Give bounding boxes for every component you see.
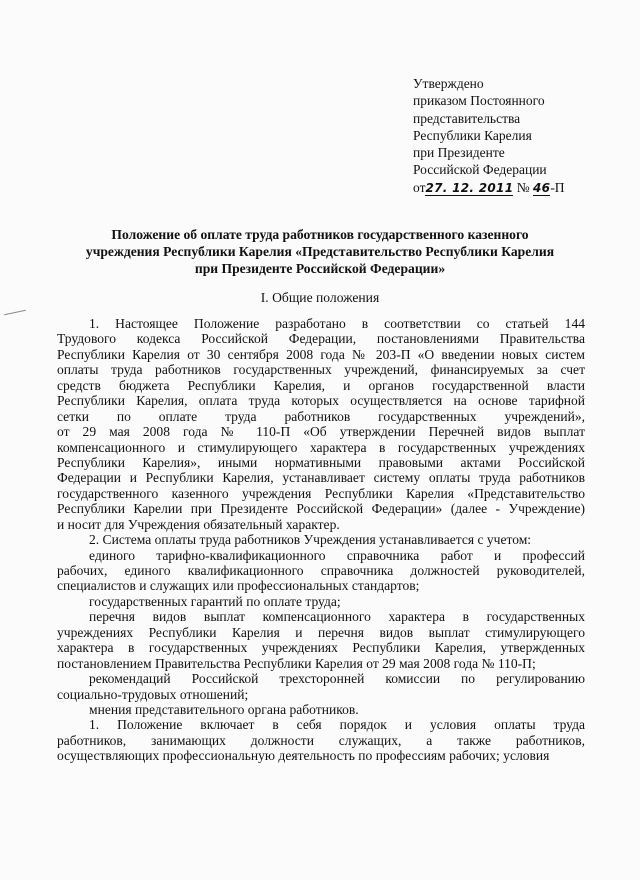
body-line: социально-трудовых отношений; <box>57 686 249 702</box>
approval-line: приказом Постоянного <box>413 93 545 109</box>
approval-line: Российской Федерации <box>413 162 547 178</box>
body-line: Республики Карелии при Президенте Российской Федерации» (далее - Учреждение) <box>57 501 585 517</box>
approval-line: представительства <box>413 110 521 126</box>
approval-line: при Президенте <box>413 145 505 161</box>
title-line: при Президенте Российской Федерации» <box>194 261 446 276</box>
number-sign: № <box>516 179 530 195</box>
title-line: Положение об оплате труда работников государственного казенного <box>111 227 529 242</box>
body-line: 1. Настоящее Положение разработано в соответствии со статьей 144 <box>89 316 585 331</box>
body-line: от 29 мая 2008 года № 110-П «Об утверждении Перечней видов выплат <box>57 424 585 440</box>
body-line: государственных гарантий по оплате труда; <box>89 593 341 609</box>
body-line: Трудового кодекса Российской Федерации, постановлениями Правительства <box>57 331 585 347</box>
body-line: рабочих, единого квалификационного справочника должностей руководителей, <box>57 563 585 578</box>
body-line: сетки по оплате труда работников государственных учреждений», <box>57 408 585 424</box>
body-line: 1. Положение включает в себя порядок и условия оплаты труда <box>89 717 585 733</box>
body-line: Республики Карелия», иными нормативными правовыми актами Российской <box>57 454 585 470</box>
margin-pen-mark <box>4 310 26 316</box>
body-line: Республики Карелия, оплата труда которых осуществляется на основе тарифной <box>57 393 585 409</box>
body-line: мнения представительного органа работников. <box>89 701 359 717</box>
body-line: единого тарифно-квалификационного справочника работ и профессий <box>89 547 585 563</box>
body-line: осуществляющих профессиональную деятельность по профессиям рабочих; условия <box>57 748 550 764</box>
approval-block <box>413 75 565 197</box>
body-line: перечня видов выплат компенсационного характера в государственных <box>89 609 585 625</box>
body-line: Республики Карелия от 30 сентября 2008 года № 203-П «О введении новых систем <box>57 346 585 362</box>
body-line: государственного казенного учреждения Республики Карелия «Представительство <box>57 485 585 501</box>
section-heading: I. Общие положения <box>260 290 380 305</box>
body-line: характера в государственных учреждениях Республики Карелия, утвержденных <box>57 640 585 656</box>
title-line: учреждения Республики Карелия «Представительство Республики Карелия <box>85 244 555 259</box>
document-title <box>40 226 600 277</box>
body-line: 2. Система оплаты труда работников Учреждения устанавливается с учетом: <box>89 532 532 548</box>
number-suffix: -П <box>550 179 565 195</box>
body-line: оплаты труда работников государственных учреждений, финансируемых за счет <box>57 362 585 378</box>
approval-line: Республики Карелия <box>413 127 532 143</box>
body-line: Федерации и Республики Карелия, устанавливает систему оплаты труда работников <box>57 470 585 486</box>
body-line: специалистов и служащих или профессиональных стандартов; <box>57 578 420 594</box>
body-line: работников, занимающих должности служащих, а также работников, <box>57 732 585 748</box>
body-line: и носит для Учреждения обязательный характер. <box>57 516 340 532</box>
date-prefix: от <box>413 179 426 195</box>
body-line: средств бюджета Республики Карелия, и органов государственной власти <box>57 377 585 393</box>
document-body <box>57 316 585 764</box>
body-line: рекомендаций Российской трехсторонней комиссии по регулированию <box>89 671 585 687</box>
body-line: компенсационного и стимулирующего характера в государственных учреждениях <box>57 439 585 455</box>
handwritten-date: 27. 12. 2011 <box>425 180 514 195</box>
body-line: учреждениях Республики Карелия и перечня видов выплат стимулирующего <box>57 624 585 640</box>
handwritten-number: 46 <box>533 180 551 195</box>
approval-date-line <box>413 179 565 197</box>
body-line: постановлением Правительства Республики Карелия от 29 мая 2008 года № 110-П; <box>57 655 536 671</box>
approval-line: Утверждено <box>413 76 484 91</box>
